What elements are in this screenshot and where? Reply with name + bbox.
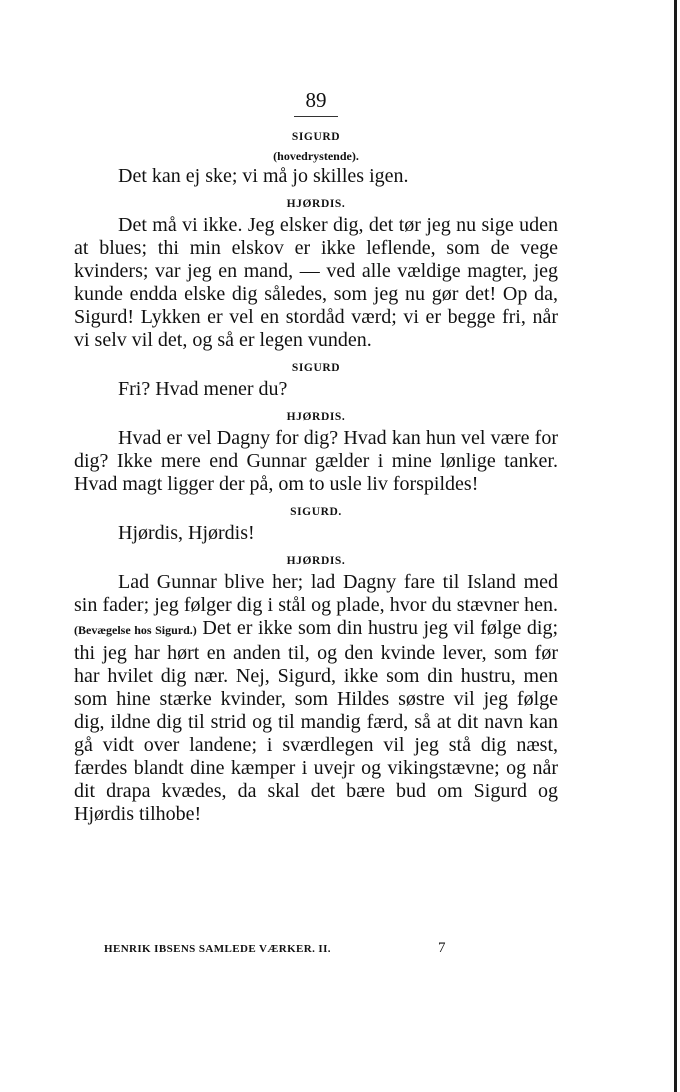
dialogue-block-2 — [74, 194, 558, 352]
speech-text — [74, 571, 558, 826]
speaker-sigurd: SIGURD. — [290, 506, 342, 518]
speech-text-before: Lad Gunnar blive her; lad Dagny fare til Island med sin fader; jeg følger dig i stål og plade, hvor du stævner hen. — [74, 571, 558, 616]
dialogue-block-4 — [74, 407, 558, 496]
page-number: 89 — [305, 88, 327, 112]
page-edge-rule — [674, 0, 677, 1092]
dialogue-block-1 — [74, 127, 558, 188]
dialogue-block-6 — [74, 551, 558, 826]
speaker-sigurd: SIGURD — [291, 362, 341, 374]
speaker-hjordis: HJØRDIS. — [286, 198, 346, 210]
stage-direction: (hovedrystende). — [273, 149, 359, 163]
inline-stage-direction: (Bevægelse hos Sigurd.) — [74, 623, 197, 637]
speech-text: Fri? Hvad mener du? — [118, 378, 288, 400]
speaker-sigurd: SIGURD — [291, 131, 341, 143]
footer-title: HENRIK IBSENS SAMLEDE VÆRKER. II. — [104, 943, 331, 955]
page-footer — [104, 940, 464, 956]
speaker-hjordis: HJØRDIS. — [286, 555, 346, 567]
page-number-underline — [294, 116, 338, 117]
speaker-hjordis: HJØRDIS. — [286, 411, 346, 423]
dialogue-block-5 — [74, 502, 558, 545]
signature-mark: 7 — [438, 940, 446, 956]
speech-text: Det kan ej ske; vi må jo skilles igen. — [118, 165, 409, 187]
speech-text: Hvad er vel Dagny for dig? Hvad kan hun vel være for dig? Ikke mere end Gunnar gælder i mine lønlige tanker. Hvad magt ligger der på, om to usle liv forspildes! — [74, 427, 558, 495]
speech-text: Det må vi ikke. Jeg elsker dig, det tør jeg nu sige uden at blues; thi min elskov er ikke leflende, som de vege kvinders; var jeg en mand, — ved alle vældige magter, jeg kunde endda elske dig således, som jeg nu gør det! Op da, Sigurd! Lykken er vel en stordåd værd; vi er begge fri, når vi selv vil det, og så er legen vunden. — [74, 214, 558, 351]
speech-text: Hjørdis, Hjørdis! — [118, 522, 255, 544]
book-page — [74, 86, 558, 832]
speech-text-after: Det er ikke som din hustru jeg vil følge dig; thi jeg har hørt en anden til, og den kvinde lever, som før har hvilet dig nær. Nej, Sigurd, ikke som din hustru, men som hine stærke kvinder, som Hildes søstre vil jeg følge dig, ildne dig til strid og til mandig færd, så at dit navn kan gå vidt over landene; i sværdlegen vil jeg stå dig næst, færdes blandt dine kæmper i uvejr og vikingstævne; og når dit drapa kvædes, da skal det bære bud om Sigurd og Hjørdis tilhobe! — [74, 617, 559, 825]
dialogue-block-3 — [74, 358, 558, 401]
